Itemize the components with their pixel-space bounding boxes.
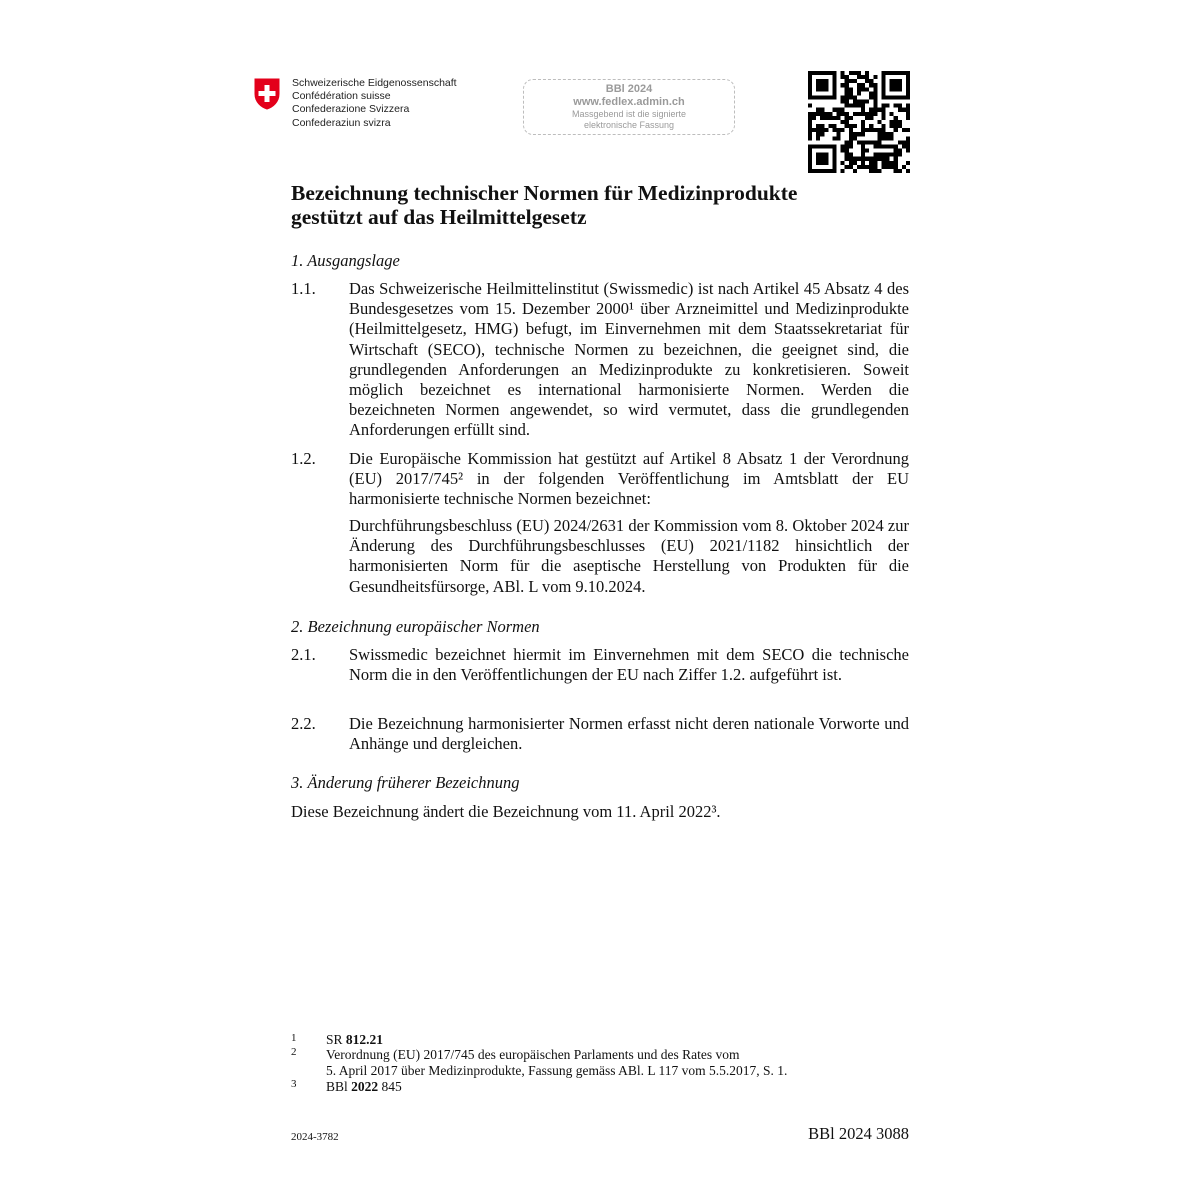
item-number-1-2: 1.2.: [291, 449, 316, 468]
footnote-number-3: 3: [291, 1078, 297, 1090]
gazette-citation: BBl 2024 3088: [808, 1124, 909, 1143]
confederation-name-rm: Confederaziun svizra: [292, 116, 391, 129]
confederation-name-de: Schweizerische Eidgenossenschaft: [292, 77, 457, 89]
footnote-3-page: 845: [378, 1079, 402, 1094]
footnote-3-year: 2022: [351, 1079, 379, 1094]
footnote-number-2: 2: [291, 1046, 297, 1058]
footnote-2-line-1: Verordnung (EU) 2017/745 des europäischen Parlaments und des Rates vom: [326, 1047, 740, 1062]
footnote-text-1: [326, 1032, 383, 1048]
swiss-coat-of-arms-icon: [254, 78, 280, 110]
title-line-2: gestützt auf das Heilmittelgesetz: [291, 205, 587, 229]
section-heading-3: 3. Änderung früherer Bezeichnung: [291, 773, 520, 792]
footnote-1-prefix: SR: [326, 1032, 346, 1047]
confederation-name-it: Confederazione Svizzera: [292, 103, 410, 116]
section-text-3: Diese Bezeichnung ändert die Bezeichnung vom 11. April 2022³.: [291, 802, 721, 821]
section-heading-1: 1. Ausgangslage: [291, 251, 400, 270]
qr-code-icon: [808, 71, 910, 173]
item-text-1-1: Das Schweizerische Heilmittelinstitut (Swissmedic) ist nach Artikel 45 Absatz 4 des Bundesgesetzes vom 15. Dezember 2000¹ über Arzneimittel und Medizinprodukte (Heilmittelgesetz, HMG) befugt, im Einvernehmen mit dem Staatssekretariat für Wirtschaft (SECO), technische Normen zu bezeichnen, die geeignet sind, die grundlegenden Anforderungen an Medizinprodukte zu konkretisieren. Soweit möglich bezeichnet es international harmonisierte Normen. Werden die bezeichneten Normen angewendet, so wird vermutet, dass die grundlegenden Anforderungen erfüllt sind.: [349, 279, 909, 440]
stamp-gazette: BBl 2024: [605, 83, 653, 95]
item-text-2-2: Die Bezeichnung harmonisierter Normen erfasst nicht deren nationale Vorworte und Anhänge und dergleichen.: [349, 714, 909, 754]
item-text-2-1: Swissmedic bezeichnet hiermit im Einvernehmen mit dem SECO die technische Norm die in den Veröffentlichungen der EU nach Ziffer 1.2. aufgeführt ist.: [349, 645, 909, 685]
publication-stamp: [523, 79, 735, 135]
footnote-1-ref: 812.21: [345, 1032, 384, 1047]
item-number-2-1: 2.1.: [291, 645, 316, 664]
footnote-text-3: [326, 1079, 402, 1095]
document-title: [291, 181, 911, 229]
footnote-2-line-2: 5. April 2017 über Medizinprodukte, Fassung gemäss ABl. L 117 vom 5.5.2017, S. 1.: [326, 1062, 788, 1078]
document-number: 2024-3782: [291, 1131, 339, 1143]
footnote-text-2: [326, 1047, 787, 1078]
footnote-3-prefix: BBl: [326, 1079, 352, 1094]
footnote-number-1: 1: [291, 1032, 297, 1044]
stamp-note-2: elektronische Fassung: [583, 120, 675, 130]
confederation-names: [292, 77, 457, 130]
item-text-1-2: Die Europäische Kommission hat gestützt auf Artikel 8 Absatz 1 der Verordnung (EU) 2017/745² in der folgenden Veröffentlichung im Amtsblatt der EU harmonisierte technische Normen bezeichnet:: [349, 449, 909, 509]
confederation-name-fr: Confédération suisse: [292, 90, 391, 103]
stamp-note-1: Massgebend ist die signierte: [571, 109, 687, 119]
title-line-1: Bezeichnung technischer Normen für Medizinprodukte: [291, 181, 798, 205]
stamp-url: www.fedlex.admin.ch: [573, 96, 685, 108]
item-number-1-1: 1.1.: [291, 279, 316, 298]
item-subtext-1-2: Durchführungsbeschluss (EU) 2024/2631 der Kommission vom 8. Oktober 2024 zur Änderung des Durchführungsbeschlusses (EU) 2021/1182 hinsichtlich der harmonisierten Norm für die aseptische Herstellung von Produkten für die Gesundheitsfürsorge, ABl. L vom 9.10.2024.: [349, 516, 909, 596]
item-number-2-2: 2.2.: [291, 714, 316, 733]
section-heading-2: 2. Bezeichnung europäischer Normen: [291, 617, 540, 636]
